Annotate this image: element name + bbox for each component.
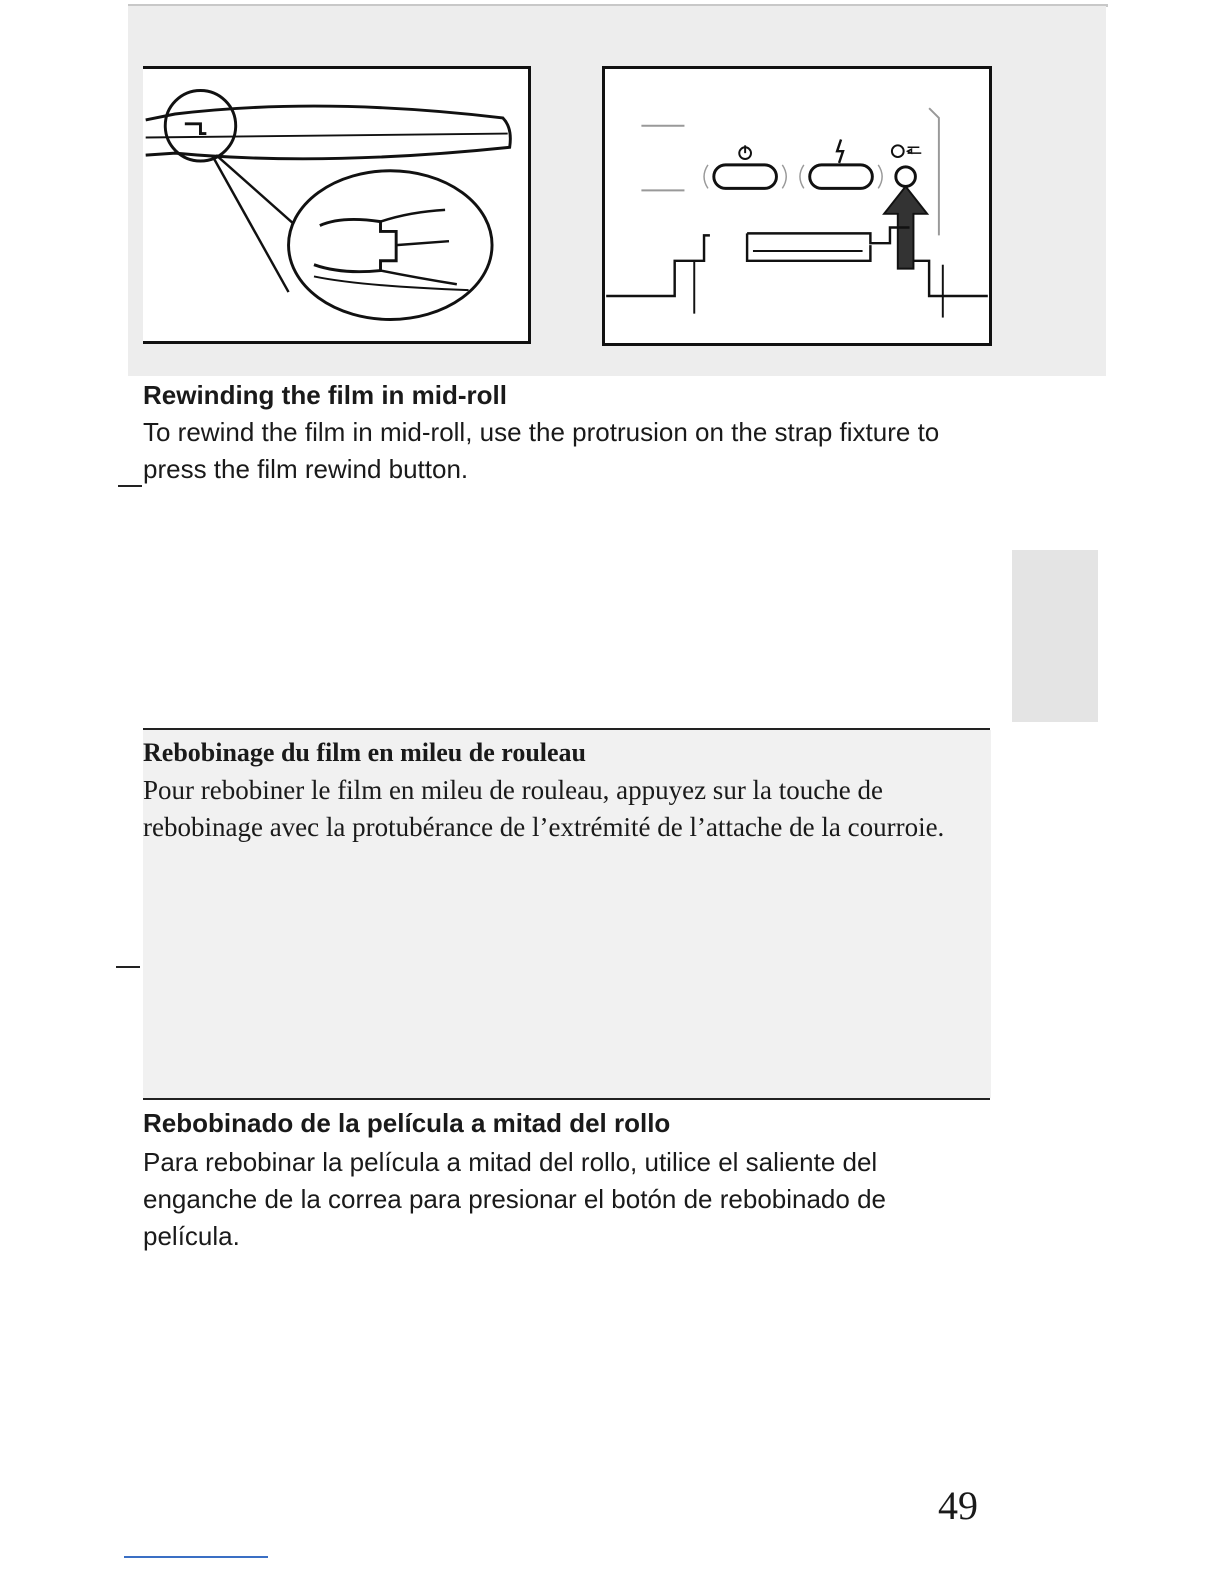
camera-top-illustration xyxy=(605,69,989,343)
french-section-title: Rebobinage du film en mileu de rouleau xyxy=(143,738,587,767)
strap-fixture-illustration xyxy=(143,69,528,341)
margin-mark xyxy=(116,966,140,968)
section-divider xyxy=(143,728,990,730)
flash-button xyxy=(810,165,873,188)
film-rewind-button xyxy=(896,167,916,187)
english-section-body: To rewind the film in mid-roll, use the protrusion on the strap fixture to press the film rewind button. xyxy=(143,417,940,484)
spanish-section-title: Rebobinado de la película a mitad del rollo xyxy=(143,1108,671,1138)
bottom-link-underline xyxy=(124,1556,268,1558)
page-number: 49 xyxy=(938,1483,978,1528)
spanish-section-body: Para rebobinar la película a mitad del rollo, utilice el saliente del enganche de la correa para presionar el botón de rebobinado de película. xyxy=(143,1147,886,1251)
rewind-icon xyxy=(892,145,921,157)
self-timer-button xyxy=(714,165,777,188)
detail-circle xyxy=(289,171,493,320)
self-timer-icon xyxy=(739,145,751,159)
english-section-title: Rewinding the film in mid-roll xyxy=(143,380,507,410)
side-tab-marker xyxy=(1012,550,1098,722)
strap-fixture-figure xyxy=(143,66,531,344)
margin-mark xyxy=(118,485,142,487)
flash-icon xyxy=(837,139,843,162)
french-section-body: Pour rebobiner le film en mileu de rouleau, appuyez sur la touche de rebobinage avec la protubérance de l’extrémité de l’attache de la courroie. xyxy=(143,775,945,842)
section-divider xyxy=(143,1098,990,1100)
rewind-button-figure xyxy=(602,66,992,346)
